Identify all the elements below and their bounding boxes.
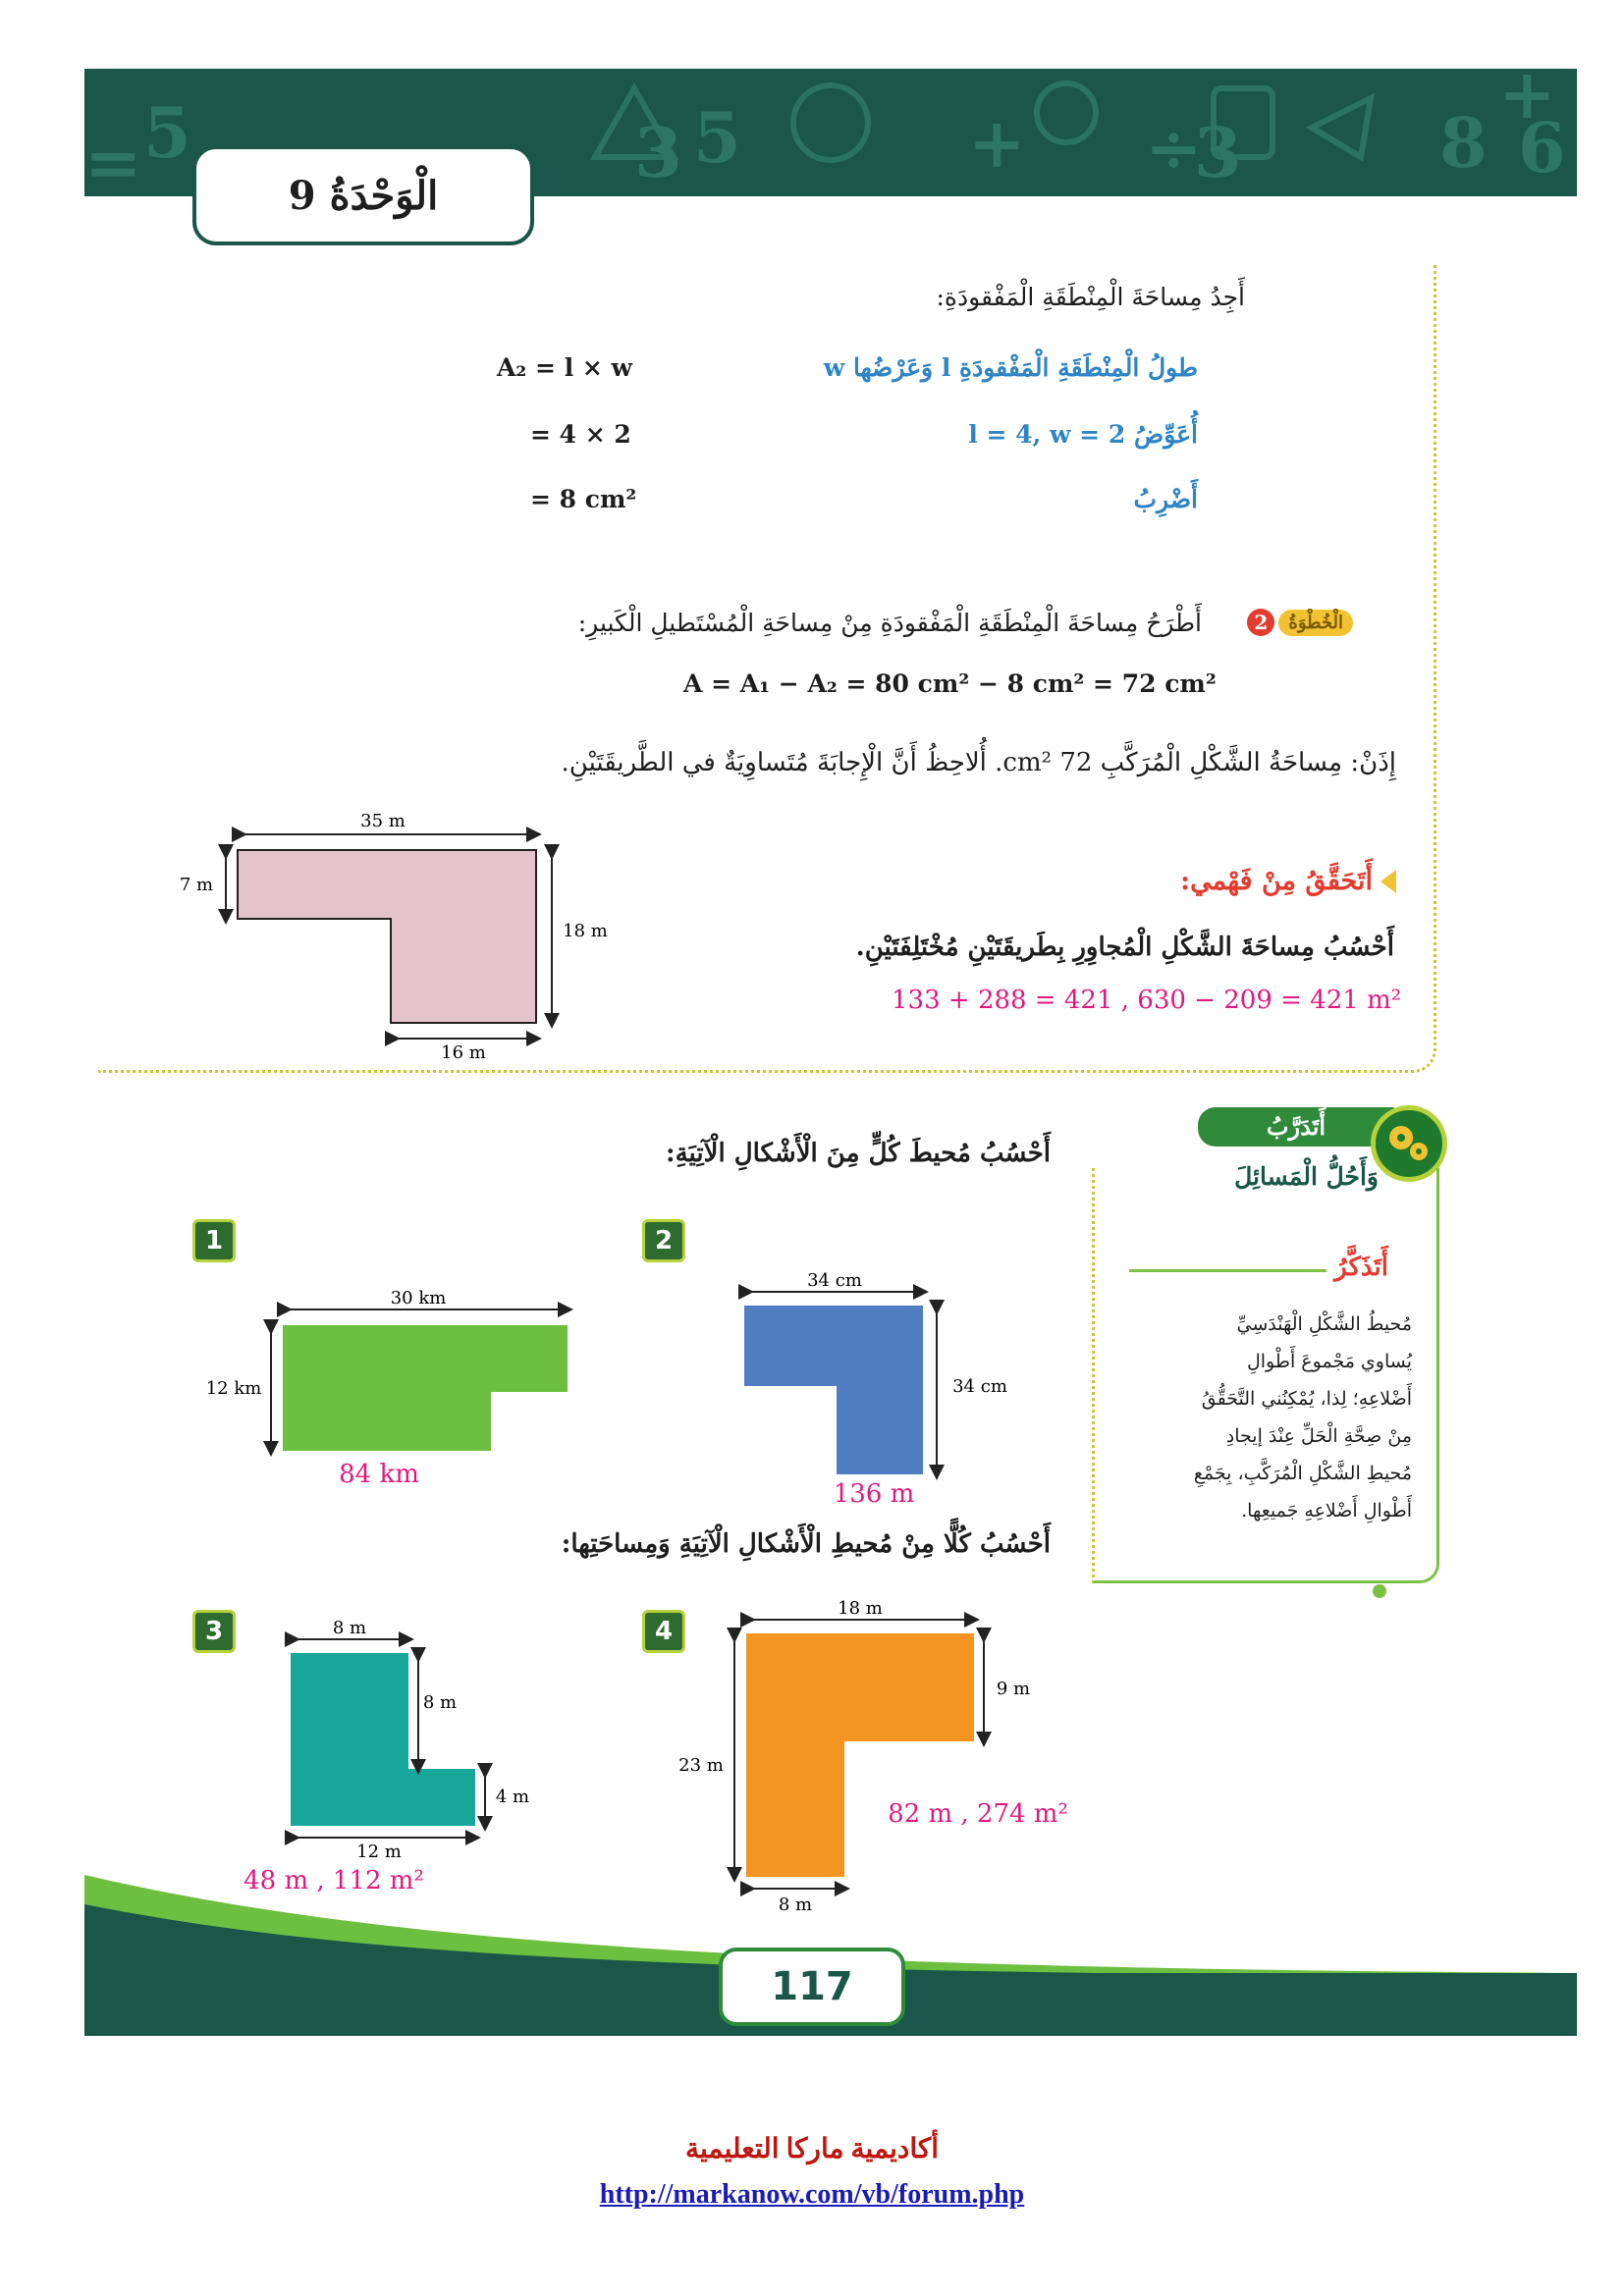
svg-text:÷: ÷: [1145, 107, 1203, 188]
check-arrow-icon: [1380, 870, 1396, 893]
problem-3-badge: 3: [192, 1610, 236, 1653]
problem-1-figure: [196, 1286, 589, 1502]
remember-line-2: يُساوي مَجْموعَ أَطْوالِ: [1246, 1351, 1412, 1372]
remember-line-3: أَضْلاعِهِ؛ لِذا، يُمْكِنُني التَّحَقُّقُ: [1201, 1388, 1412, 1410]
practice-tab-label: أَتَدَرَّبُ: [1266, 1112, 1326, 1141]
practice-subtitle: وَأَحُلُّ الْمَسائِلَ: [1234, 1162, 1379, 1191]
practice-tab: [1198, 1107, 1394, 1147]
step1-row1-expr: A₂ = l × w: [497, 353, 633, 382]
remember-line-6: أَطْوالِ أَضْلاعِهِ جَميعِها.: [1241, 1500, 1412, 1522]
step2-badge: [1243, 609, 1353, 636]
problem-2-dim-right: 34 cm: [952, 1376, 1007, 1397]
problem-1-answer: 84 km: [339, 1460, 419, 1489]
step1-intro: أَجِدُ مِساحَةَ الْمِنْطَقَةِ الْمَفْقودَةِ:: [936, 283, 1245, 311]
step1-row2-label: أُعَوِّضُ l = 4, w = 2: [968, 420, 1198, 449]
problem-3-dim-bottom: 12 m: [356, 1842, 402, 1862]
remember-line-5: مُحيطِ الشَّكْلِ الْمُرَكَّبِ، بِجَمْعِ: [1193, 1463, 1412, 1484]
svg-text:+: +: [968, 102, 1026, 184]
svg-text:3: 3: [634, 112, 682, 193]
check-title: أَتَحَقَّقُ مِنْ فَهْمي:: [1180, 866, 1373, 896]
remember-text: [1186, 1306, 1412, 1529]
step2-number: 2: [1247, 609, 1274, 636]
svg-text:=: =: [84, 122, 142, 196]
problem-4-shape: [746, 1633, 974, 1877]
conclusion-text: إِذَنْ: مِساحَةُ الشَّكْلِ الْمُرَكَّبِ 72 cm². أُلاحِظُ أَنَّ الْإِجابَةَ مُتَساوِيَةٌ في الطَّريقَتَيْنِ.: [561, 748, 1396, 777]
svg-text:8: 8: [1439, 102, 1488, 184]
check-lshape: [238, 850, 536, 1023]
problem-2-shape: [744, 1306, 923, 1474]
check-answer: 133 + 288 = 421 , 630 − 209 = 421 m²: [892, 986, 1402, 1015]
problem-1-dim-top: 30 km: [390, 1288, 447, 1308]
problem-4-dim-top: 18 m: [838, 1598, 883, 1619]
problem-3-shape: [291, 1653, 475, 1826]
check-heading: [1180, 866, 1396, 896]
problem-2-dim-top: 34 cm: [807, 1270, 862, 1291]
step1-row1-label: طولُ الْمِنْطَقَةِ الْمَفْقودَةِ l وَعَرْضُها w: [823, 353, 1198, 382]
unit-title: الْوَحْدَةُ 9: [288, 172, 439, 219]
practice-instruction-1: أَحْسُبُ مُحيطَ كُلٍّ مِنَ الْأَشْكالِ الْآتِيَةِ:: [666, 1139, 1051, 1168]
problem-4-dim-right: 9 m: [996, 1679, 1031, 1699]
problem-3-dim-top: 8 m: [332, 1618, 367, 1638]
credit-name: أكاديمية ماركا التعليمية: [684, 2134, 940, 2164]
problem-2-figure: [727, 1268, 1041, 1514]
remember-line-1: مُحيطُ الشَّكْلِ الْهَنْدَسِيِّ: [1236, 1313, 1412, 1335]
remember-dot: [1373, 1584, 1386, 1598]
problem-3-dim-inner: 8 m: [422, 1692, 458, 1713]
step2-badge-label: الْخُطْوَةُ: [1278, 610, 1353, 636]
svg-text:5: 5: [693, 97, 741, 179]
check-dim-right: 18 m: [563, 921, 608, 941]
problem-4-badge: 4: [642, 1610, 685, 1653]
problem-4-figure: [668, 1590, 1080, 1924]
svg-text:6: 6: [1518, 107, 1566, 188]
svg-text:3: 3: [1194, 112, 1242, 193]
check-question: أَحْسُبُ مِساحَةَ الشَّكْلِ الْمُجاوِرِ بِطَريقَتَيْنِ مُخْتَلِفَتَيْنِ.: [855, 933, 1394, 962]
problem-1-dim-left: 12 km: [205, 1378, 262, 1399]
step2-equation: A = A₁ − A₂ = 80 cm² − 8 cm² = 72 cm²: [683, 669, 1217, 698]
check-dim-bottom: 16 m: [441, 1042, 486, 1060]
step1-row3-label: أَضْرِبُ: [1133, 485, 1198, 513]
problem-2-answer: 136 m: [833, 1479, 915, 1509]
check-dim-top: 35 m: [360, 811, 406, 831]
step1-row3-expr: = 8 cm²: [530, 485, 637, 513]
credit-link[interactable]: http://markanow.com/vb/forum.php: [599, 2179, 1025, 2210]
unit-title-box: [192, 145, 534, 245]
practice-instruction-2: أَحْسُبُ كُلًّا مِنْ مُحيطِ الْأَشْكالِ الْآتِيَةِ وَمِساحَتِها:: [561, 1529, 1051, 1559]
problem-1-badge: 1: [192, 1219, 236, 1262]
remember-title: أَتَذَكَّرُ: [1326, 1253, 1396, 1282]
problem-2-badge: 2: [642, 1219, 685, 1262]
problem-4-answer: 82 m , 274 m²: [888, 1799, 1068, 1829]
problem-1-shape: [283, 1325, 568, 1451]
svg-text:+: +: [1498, 69, 1556, 134]
problem-3-answer: 48 m , 112 m²: [244, 1866, 424, 1896]
remember-line-4: مِنْ صِحَّةِ الْحَلِّ عِنْدَ إيجادِ: [1225, 1425, 1412, 1447]
step2-text: أَطْرَحُ مِساحَةَ الْمِنْطَقَةِ الْمَفْقودَةِ مِنْ مِساحَةِ الْمُسْتَطيلِ الْكَبيرِ:: [577, 609, 1202, 637]
problem-4-dim-bottom: 8 m: [778, 1895, 813, 1915]
problem-3-dim-right: 4 m: [495, 1787, 530, 1807]
page-number: 117: [719, 1948, 905, 2026]
step1-row2-expr: = 4 × 2: [530, 420, 631, 449]
svg-text:5: 5: [143, 92, 191, 174]
check-dim-left: 7 m: [179, 875, 214, 895]
check-figure: [167, 805, 619, 1060]
problem-4-dim-left: 23 m: [678, 1755, 724, 1776]
problem-3-figure: [226, 1610, 560, 1904]
